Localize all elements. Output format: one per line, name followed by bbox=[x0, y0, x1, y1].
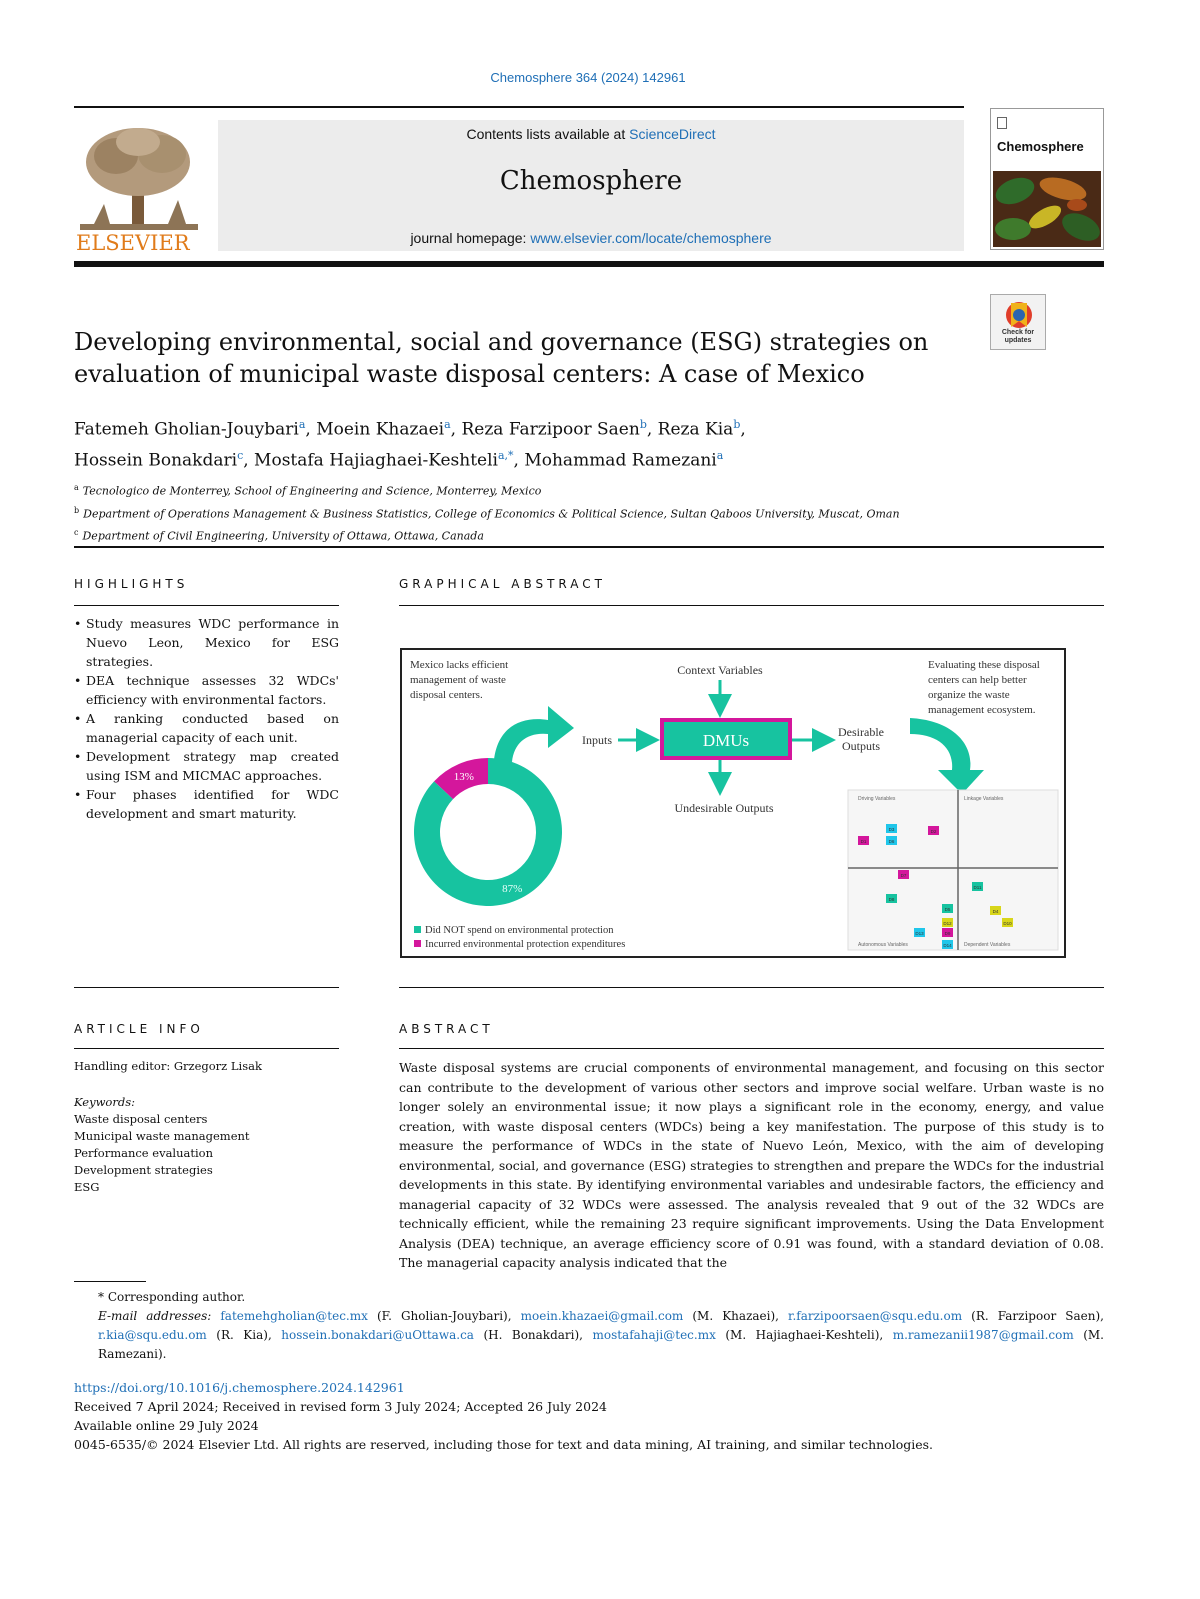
article-info-block bbox=[74, 1058, 339, 1196]
keyword-item[interactable]: Municipal waste management bbox=[74, 1129, 250, 1143]
crossmark-label: Check for updates bbox=[1001, 329, 1035, 344]
abstract-text: Waste disposal systems are crucial components of environmental management, and focusing on this sector can contribute to the development of various other sectors and improve social welfare. Urban waste is no longer solely an environmental issue; it now plays a significant role in the economy, energy, and value creation, with waste disposal centers (WDCs) being a key manifestation. The purpose of this study is to measure the performance of WDCs in the state of Nuevo León, Mexico, with the aim of developing environmental, social, and governance (ESG) strategies to strengthen and prepare the WDCs for the industrial developments in this state. By identifying environmental variables and undesirable factors, the efficiency and managerial capacity of 32 WDCs were assessed. The analysis revealed that 9 out of the 32 WDCs are technically efficient, while the remaining 23 require significant improvements. Using the Data Envelopment Analysis (DEA) technique, an average efficiency score of 0.91 was found, with a standard deviation of 0.08. The managerial capacity analysis indicated that the bbox=[399, 1060, 1104, 1270]
author-email-link[interactable]: moein.khazaei@gmail.com bbox=[520, 1309, 684, 1323]
abstract-rule bbox=[399, 1048, 1104, 1049]
legend-swatch-teal bbox=[414, 926, 421, 933]
author-name[interactable]: Hossein Bonakdari bbox=[74, 450, 238, 471]
author-email-link[interactable]: r.farzipoorsaen@squ.edu.om bbox=[788, 1309, 963, 1323]
elsevier-wordmark: ELSEVIER bbox=[76, 231, 190, 255]
email-owner: (R. Farzipoor Saen), bbox=[971, 1309, 1104, 1323]
author-name[interactable]: Mostafa Hajiaghaei-Keshteli bbox=[254, 450, 498, 471]
matrix-variable-label: D8 bbox=[888, 897, 895, 902]
journal-reference[interactable]: Chemosphere 364 (2024) 142961 bbox=[490, 70, 686, 85]
abstract-heading: ABSTRACT bbox=[399, 1022, 494, 1036]
matrix-variable-label: D12 bbox=[943, 921, 952, 926]
cover-leaf-image bbox=[993, 171, 1101, 247]
keyword-item[interactable]: Waste disposal centers bbox=[74, 1112, 208, 1126]
author-affiliation-mark[interactable]: b bbox=[733, 418, 741, 431]
abstract-top-rule bbox=[399, 987, 1104, 988]
header-top-rule bbox=[74, 106, 964, 108]
highlights-rule bbox=[74, 605, 339, 606]
affiliation-text: Tecnologico de Monterrey, School of Engineering and Science, Monterrey, Mexico bbox=[82, 484, 542, 498]
author-name[interactable]: Reza Farzipoor Saen bbox=[461, 419, 640, 440]
author-email-link[interactable]: fatemehgholian@tec.mx bbox=[220, 1309, 368, 1323]
header-bottom-rule bbox=[74, 261, 1104, 267]
highlight-item: • Development strategy map created using ISM and MICMAC approaches. bbox=[74, 747, 339, 785]
matrix-variable-label: D4 bbox=[992, 909, 999, 914]
received-dates: Received 7 April 2024; Received in revised form 3 July 2024; Accepted 26 July 2024 bbox=[74, 1399, 607, 1414]
article-title: Developing environmental, social and governance (ESG) strategies on evaluation of municipal waste disposal centers: A case of Mexico bbox=[74, 328, 929, 388]
matrix-variable-label: D14 bbox=[943, 943, 952, 948]
author-affiliation-mark[interactable]: a,* bbox=[497, 448, 514, 462]
affiliation-item bbox=[74, 501, 1074, 524]
affiliation-key: a bbox=[74, 483, 79, 492]
cover-logo-icon bbox=[997, 117, 1007, 129]
graphical-abstract-heading: GRAPHICAL ABSTRACT bbox=[399, 577, 606, 591]
quadrant-label-driving: Driving Variables bbox=[858, 796, 896, 802]
author-email-link[interactable]: hossein.bonakdari@uOttawa.ca bbox=[281, 1328, 474, 1342]
context-variables-label: Context Variables bbox=[677, 663, 763, 677]
footnote-rule bbox=[74, 1281, 146, 1282]
author-affiliation-mark[interactable]: a bbox=[298, 418, 306, 431]
homepage-line bbox=[218, 230, 964, 246]
left-caption: Mexico lacks efficient management of waste disposal centers. bbox=[410, 659, 509, 701]
keyword-item[interactable]: ESG bbox=[74, 1180, 100, 1194]
dmu-label: DMUs bbox=[702, 731, 750, 750]
handling-editor: Handling editor: Grzegorz Lisak bbox=[74, 1059, 262, 1073]
email-owner: (M. Ramezani). bbox=[98, 1328, 1104, 1361]
email-owner: (R. Kia), bbox=[216, 1328, 272, 1342]
matrix-variable-label: D9 bbox=[944, 931, 951, 936]
right-caption: Evaluating these disposal centers can help better organize the waste management ecosystem. bbox=[928, 659, 1040, 716]
matrix-variable-label: D6 bbox=[888, 839, 895, 844]
journal-name: Chemosphere bbox=[499, 166, 683, 196]
highlights-list bbox=[74, 614, 339, 823]
matrix-variable-label: D10 bbox=[1003, 921, 1012, 926]
author-name[interactable]: Moein Khazaei bbox=[316, 419, 445, 440]
affiliations bbox=[74, 478, 1074, 546]
journal-homepage-link[interactable]: www.elsevier.com/locate/chemosphere bbox=[530, 230, 772, 246]
sciencedirect-link[interactable]: ScienceDirect bbox=[629, 126, 716, 142]
elsevier-logo[interactable] bbox=[74, 120, 214, 255]
quadrant-label-autonomous: Autonomous Variables bbox=[858, 942, 908, 948]
elsevier-tree-icon bbox=[80, 128, 198, 230]
author-affiliation-mark[interactable]: a bbox=[716, 448, 724, 462]
legend-label-not-spent: Did NOT spend on environmental protection bbox=[425, 925, 614, 936]
matrix-variable-label: D1 bbox=[860, 839, 867, 844]
matrix-variable-label: D11 bbox=[973, 885, 982, 890]
contents-prefix: Contents lists available at bbox=[466, 126, 630, 142]
curved-arrow-right bbox=[910, 718, 984, 794]
affiliation-item bbox=[74, 478, 1074, 501]
author-name[interactable]: Reza Kia bbox=[657, 419, 734, 440]
matrix-variable-label: D5 bbox=[944, 907, 951, 912]
email-owner: (M. Khazaei), bbox=[692, 1309, 779, 1323]
affiliation-key: b bbox=[74, 505, 80, 515]
matrix-variable-label: D13 bbox=[915, 931, 924, 936]
matrix-variable-label: D7 bbox=[900, 873, 907, 878]
expenditure-donut-chart bbox=[414, 758, 562, 906]
homepage-prefix: journal homepage: bbox=[410, 230, 531, 246]
author-affiliation-mark[interactable]: c bbox=[237, 448, 244, 462]
article-info-top-rule bbox=[74, 987, 339, 988]
desirable-outputs-label: Desirable Outputs bbox=[838, 725, 884, 753]
copyright-notice: 0045-6535/© 2024 Elsevier Ltd. All rights are reserved, including those for text and data mining, AI training, and similar technologies. bbox=[74, 1437, 934, 1452]
matrix-variable-label: D2 bbox=[930, 829, 937, 834]
author-email-link[interactable]: m.ramezanii1987@gmail.com bbox=[892, 1328, 1074, 1342]
affiliation-text: Department of Operations Management & Business Statistics, College of Economics & Political Science, Sultan Qaboos University, Muscat, Oman bbox=[83, 507, 900, 521]
inputs-label: Inputs bbox=[582, 733, 612, 747]
curved-arrow-left bbox=[494, 706, 574, 762]
highlight-item: • DEA technique assesses 32 WDCs' efficiency with environmental factors. bbox=[74, 671, 339, 709]
keyword-item[interactable]: Performance evaluation bbox=[74, 1146, 213, 1160]
donut-slice-label: 13% bbox=[453, 771, 474, 784]
legend-label-incurred: Incurred environmental protection expenditures bbox=[425, 939, 626, 950]
email-owner: (M. Hajiaghaei-Keshteli), bbox=[725, 1328, 884, 1342]
corresponding-author-text: Corresponding author. bbox=[107, 1290, 246, 1304]
email-owner: (H. Bonakdari), bbox=[483, 1328, 583, 1342]
matrix-variable-label: D3 bbox=[888, 827, 895, 832]
affiliation-item bbox=[74, 523, 1074, 546]
quadrant-label-dependent: Dependent Variables bbox=[964, 942, 1011, 948]
corresponding-author-note: * Corresponding author. bbox=[98, 1290, 246, 1304]
keyword-item[interactable]: Development strategies bbox=[74, 1163, 213, 1177]
contents-line bbox=[218, 126, 964, 142]
title-bottom-rule bbox=[74, 546, 1104, 548]
footnote-block bbox=[74, 1288, 1104, 1364]
graphical-abstract-svg bbox=[402, 650, 1064, 956]
journal-header-box bbox=[218, 120, 964, 251]
affiliation-text: Department of Civil Engineering, University of Ottawa, Ottawa, Canada bbox=[82, 529, 484, 543]
author-name[interactable]: Mohammad Ramezani bbox=[524, 450, 717, 471]
author-affiliation-mark[interactable]: b bbox=[639, 418, 647, 431]
author-email-link[interactable]: r.kia@squ.edu.om bbox=[98, 1328, 207, 1342]
article-info-heading: ARTICLE INFO bbox=[74, 1022, 204, 1036]
affiliation-key: c bbox=[74, 528, 79, 538]
article-info-rule bbox=[74, 1048, 339, 1049]
graphical-abstract-rule bbox=[399, 605, 1104, 606]
available-online-date: Available online 29 July 2024 bbox=[74, 1418, 259, 1433]
publication-info bbox=[74, 1378, 1104, 1454]
highlight-item: • A ranking conducted based on managerial capacity of each unit. bbox=[74, 709, 339, 747]
check-for-updates-badge[interactable] bbox=[990, 294, 1046, 350]
highlight-item: • Study measures WDC performance in Nuevo Leon, Mexico for ESG strategies. bbox=[74, 614, 339, 671]
author-email-link[interactable]: mostafahaji@tec.mx bbox=[592, 1328, 716, 1342]
undesirable-outputs-label: Undesirable Outputs bbox=[674, 801, 774, 815]
author-name[interactable]: Fatemeh Gholian-Jouybari bbox=[74, 419, 299, 440]
highlight-item: • Four phases identified for WDC development and smart maturity. bbox=[74, 785, 339, 823]
email-owner: (F. Gholian-Jouybari), bbox=[376, 1309, 512, 1323]
journal-cover[interactable] bbox=[990, 108, 1104, 250]
donut-slice-label: 87% bbox=[502, 882, 523, 895]
graphical-abstract-figure[interactable] bbox=[400, 648, 1066, 958]
keywords-label: Keywords: bbox=[74, 1095, 135, 1109]
doi-link[interactable]: https://doi.org/10.1016/j.chemosphere.2024.142961 bbox=[74, 1380, 405, 1395]
quadrant-label-linkage: Linkage Variables bbox=[964, 796, 1004, 802]
author-list: Fatemeh Gholian-Jouybari$^a$, Moein Khazaei$^a$, Reza Farzipoor Saen$^b$, Reza Kia$^b$, Hossein Bonakdari$^c$, Mostafa Hajiaghaei-Keshteli$^{a,*}$, Mohammad Ramezani$^a$ bbox=[74, 418, 746, 471]
highlights-heading: HIGHLIGHTS bbox=[74, 577, 189, 591]
legend-swatch-magenta bbox=[414, 940, 421, 947]
email-label: E-mail addresses: bbox=[98, 1309, 212, 1323]
email-addresses bbox=[74, 1307, 1104, 1364]
cover-title: Chemosphere bbox=[997, 139, 1084, 154]
author-affiliation-mark[interactable]: a bbox=[444, 418, 451, 431]
